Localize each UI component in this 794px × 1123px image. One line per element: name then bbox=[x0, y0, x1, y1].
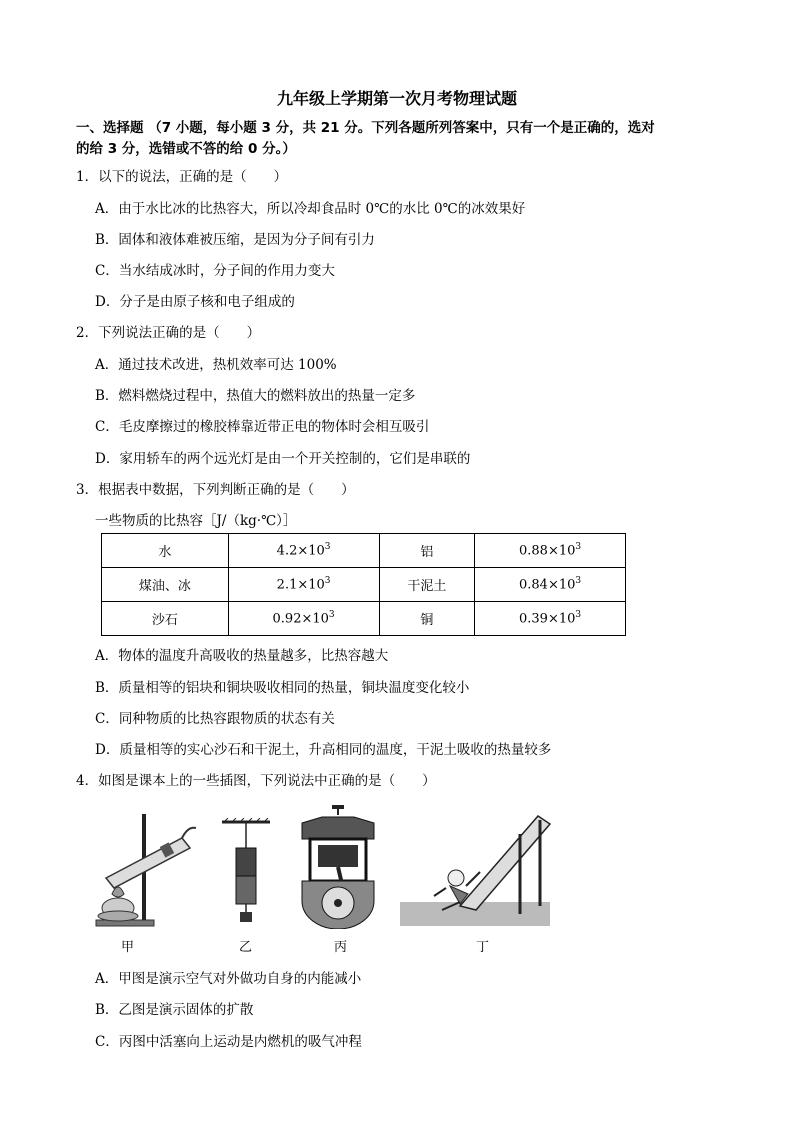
figure-label-ding: 丁 bbox=[476, 940, 490, 955]
question-4-option-c: C．丙图中活塞向上运动是内燃机的吸气冲程 bbox=[95, 1034, 362, 1050]
figure-test-tube-heating bbox=[94, 808, 204, 932]
table-cell: $4.2\times 10^3$ bbox=[228, 534, 379, 568]
table-cell: $0.88\times 10^3$ bbox=[475, 534, 626, 568]
question-3-stem: 3．根据表中数据，下列判断正确的是（ ） bbox=[76, 482, 355, 498]
table-cell: 铝 bbox=[379, 534, 475, 568]
question-4-option-b: B．乙图是演示固体的扩散 bbox=[95, 1002, 254, 1018]
table-row bbox=[102, 602, 626, 636]
table-row bbox=[102, 568, 626, 602]
figure-label-jia: 甲 bbox=[121, 940, 135, 955]
question-1-option-c: C．当水结成冰时，分子间的作用力变大 bbox=[95, 263, 335, 279]
figure-label-yi: 乙 bbox=[239, 940, 253, 955]
figure-child-on-slide bbox=[400, 810, 552, 928]
figure-lead-cylinders bbox=[220, 818, 272, 926]
table-cell: $0.92\times 10^3$ bbox=[228, 602, 379, 636]
table-cell: $2.1\times 10^3$ bbox=[228, 568, 379, 602]
question-1-option-d: D．分子是由原子核和电子组成的 bbox=[95, 294, 295, 310]
question-1-option-a: A．由于水比冰的比热容大，所以冷却食品时 0℃的水比 0℃的冰效果好 bbox=[95, 201, 526, 217]
section-heading-line-2: 的给 3 分，选错或不答的给 0 分。） bbox=[76, 141, 296, 157]
table-cell: 煤油、冰 bbox=[102, 568, 229, 602]
table-caption: 一些物质的比热容［J/（kg·℃）］ bbox=[95, 513, 297, 529]
question-2-option-b: B．燃料燃烧过程中，热值大的燃料放出的热量一定多 bbox=[95, 388, 416, 404]
table-row bbox=[102, 534, 626, 568]
table-cell: $0.39\times 10^3$ bbox=[475, 602, 626, 636]
table-cell: 水 bbox=[102, 534, 229, 568]
question-3-option-b: B．质量相等的铝块和铜块吸收相同的热量，铜块温度变化较小 bbox=[95, 680, 470, 696]
question-2-option-c: C．毛皮摩擦过的橡胶棒靠近带正电的物体时会相互吸引 bbox=[95, 419, 430, 435]
table-cell: 铜 bbox=[379, 602, 475, 636]
question-2-option-d: D．家用轿车的两个远光灯是由一个开关控制的，它们是串联的 bbox=[95, 451, 471, 467]
page-title: 九年级上学期第一次月考物理试题 bbox=[276, 89, 517, 108]
question-4-stem: 4．如图是课本上的一些插图，下列说法中正确的是（ ） bbox=[76, 773, 436, 789]
question-2-option-a: A．通过技术改进，热机效率可达 100% bbox=[95, 357, 337, 373]
table-cell: 干泥土 bbox=[379, 568, 475, 602]
question-3-option-a: A．物体的温度升高吸收的热量越多，比热容越大 bbox=[95, 648, 389, 664]
question-3-option-d: D．质量相等的实心沙石和干泥土，升高相同的温度，干泥土吸收的热量较多 bbox=[95, 742, 552, 758]
question-2-stem: 2．下列说法正确的是（ ） bbox=[76, 325, 261, 341]
figure-engine-cylinder bbox=[296, 805, 380, 929]
question-1-stem: 1．以下的说法，正确的是（ ） bbox=[76, 169, 288, 185]
section-heading bbox=[76, 118, 756, 160]
table-cell: 沙石 bbox=[102, 602, 229, 636]
figure-label-bing: 丙 bbox=[334, 940, 348, 955]
section-heading-line-1: 一、选择题 （7 小题，每小题 3 分，共 21 分。下列各题所列答案中，只有一个是正确的，选对 bbox=[76, 120, 655, 136]
question-1-option-b: B．固体和液体难被压缩，是因为分子间有引力 bbox=[95, 232, 375, 248]
question-4-option-a: A．甲图是演示空气对外做功自身的内能减小 bbox=[95, 971, 362, 987]
question-3-option-c: C．同种物质的比热容跟物质的状态有关 bbox=[95, 711, 335, 727]
table-cell: $0.84\times 10^3$ bbox=[475, 568, 626, 602]
specific-heat-table bbox=[101, 533, 626, 636]
